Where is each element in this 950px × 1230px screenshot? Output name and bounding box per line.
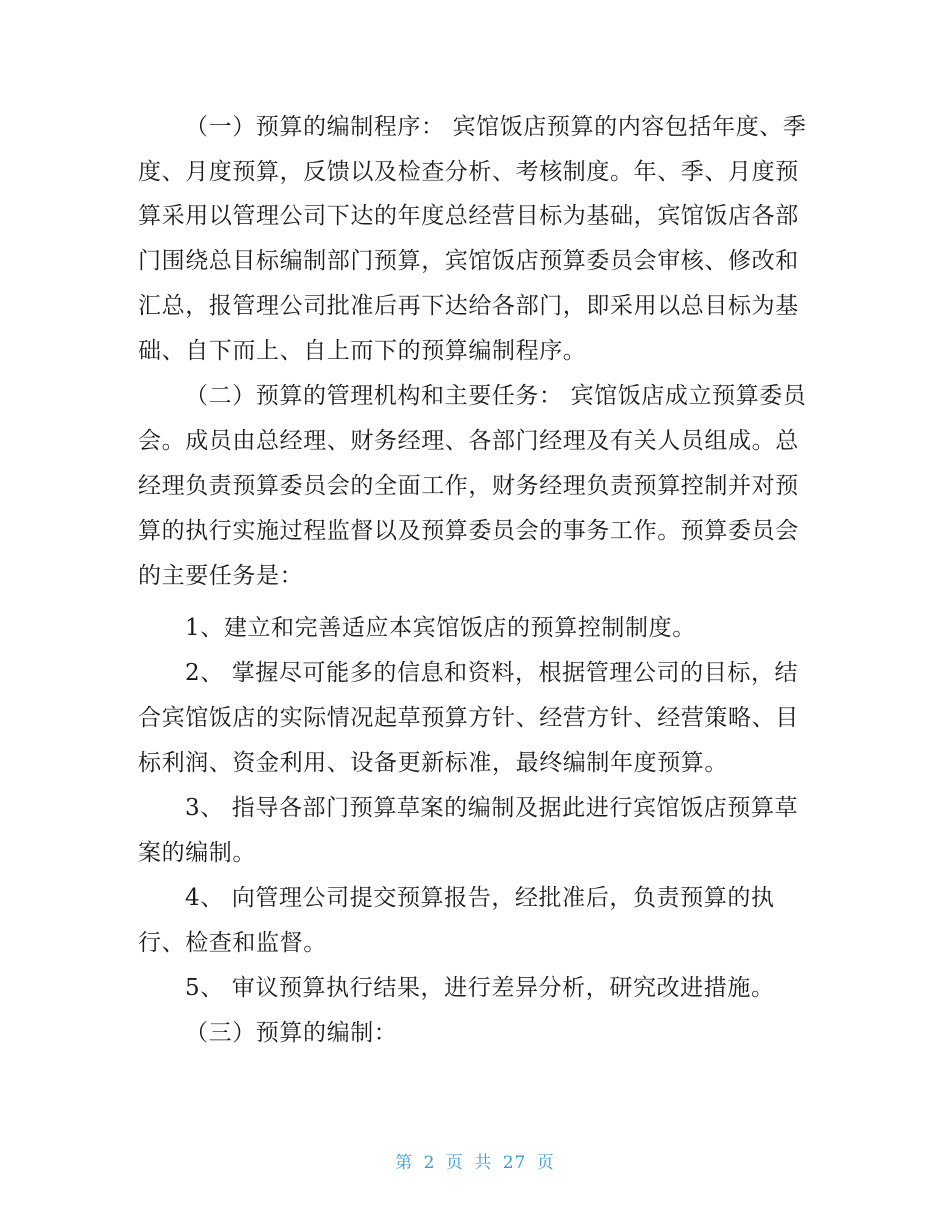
text-line: 算采用以管理公司下达的年度总经营目标为基础，宾馆饭店各部 [138,203,799,229]
page-number-footer: 第 2 页 共 27 页 [395,1153,555,1173]
list-item: 5、 审议预算执行结果，进行差异分析，研究改进措施。 [185,975,775,1001]
text-line: 的主要任务是： [138,563,304,589]
text-line: 会。成员由总经理、财务经理、各部门经理及有关人员组成。总 [138,428,799,454]
text-line: （二）预算的管理机构和主要任务： 宾馆饭店成立预算委员 [185,383,807,409]
text-line: 合宾馆饭店的实际情况起草预算方针、经营方针、经营策略、目 [138,705,799,731]
text-line: 汇总，报管理公司批准后再下达给各部门，即采用以总目标为基 [138,293,799,319]
text-line: 行、检查和监督。 [138,930,327,956]
list-item: 2、 掌握尽可能多的信息和资料，根据管理公司的目标，结 [185,660,799,686]
text-line: 经理负责预算委员会的全面工作，财务经理负责预算控制并对预 [138,473,799,499]
list-item: 4、 向管理公司提交预算报告，经批准后，负责预算的执 [185,885,775,911]
section-heading: （三）预算的编制： [185,1020,398,1046]
list-item: 1、建立和完善适应本宾馆饭店的预算控制制度。 [185,615,696,641]
text-line: 标利润、资金利用、设备更新标准，最终编制年度预算。 [138,750,728,776]
text-line: 案的编制。 [138,840,256,866]
text-line: 算的执行实施过程监督以及预算委员会的事务工作。预算委员会 [138,518,799,544]
text-line: 础、自下而上、自上而下的预算编制程序。 [138,338,587,364]
text-line: 度、月度预算，反馈以及检查分析、考核制度。年、季、月度预 [138,159,799,185]
text-line: （一）预算的编制程序： 宾馆饭店预算的内容包括年度、季 [185,114,807,140]
list-item: 3、 指导各部门预算草案的编制及据此进行宾馆饭店预算草 [185,795,799,821]
text-line: 门围绕总目标编制部门预算，宾馆饭店预算委员会审核、修改和 [138,248,799,274]
